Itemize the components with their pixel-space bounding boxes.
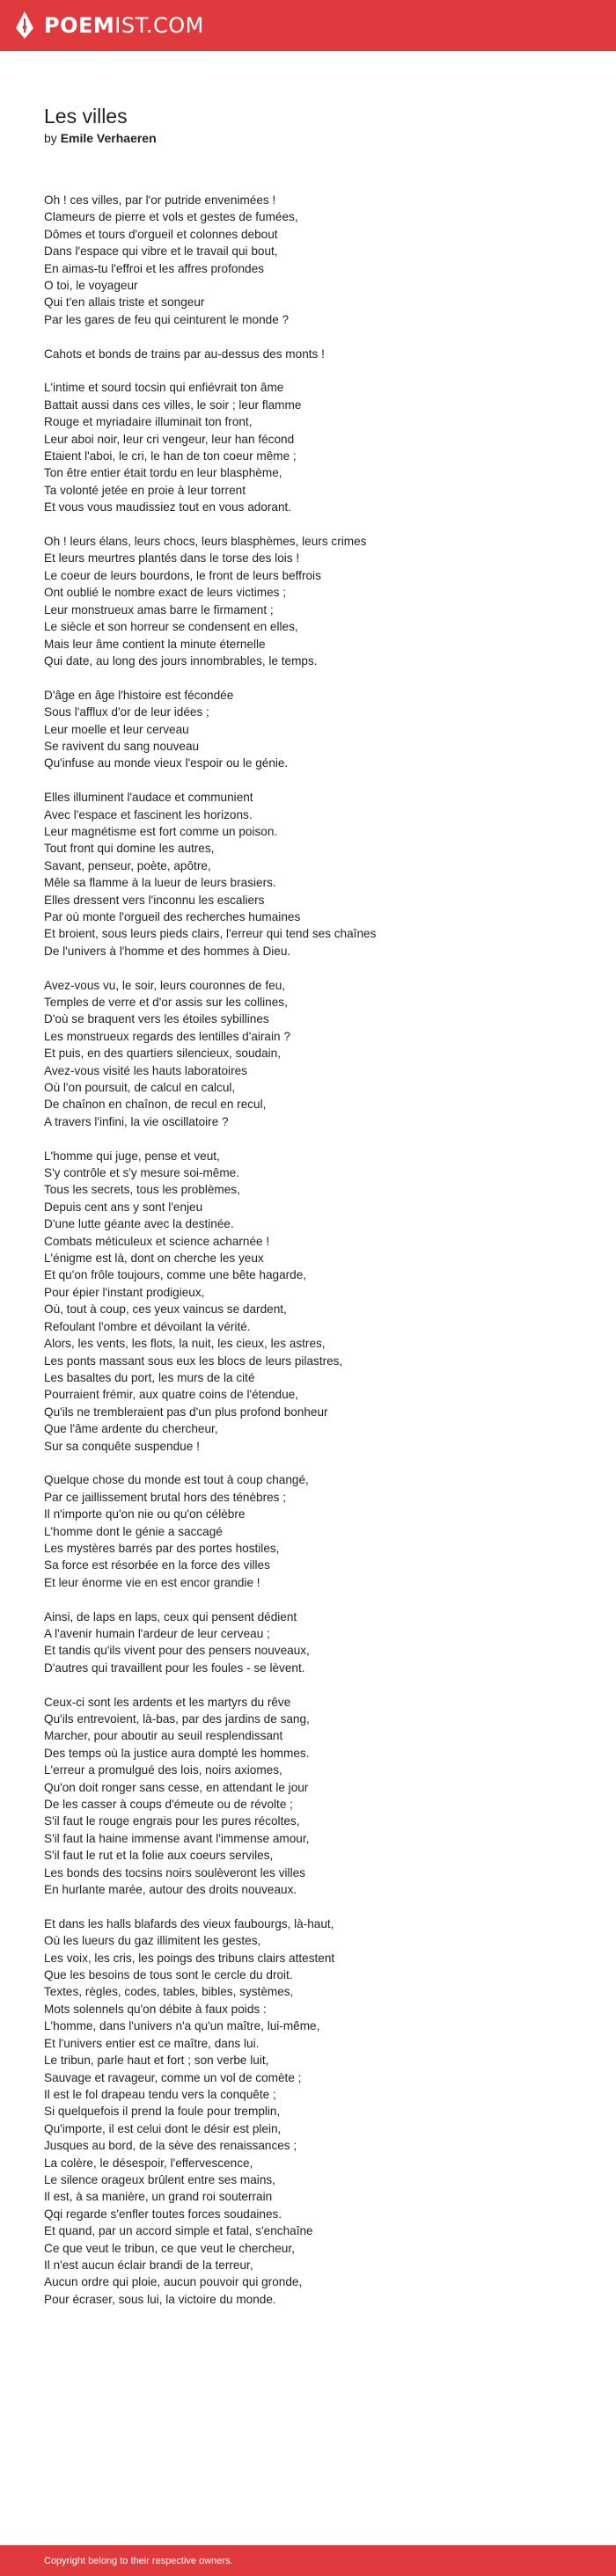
poem-line: Les ponts massant sous eux les blocs de leurs pilastres,	[44, 1354, 343, 1368]
poem-line: D'une lutte géante avec la destinée.	[44, 1217, 234, 1231]
poem-line: Pourraient frémir, aux quatre coins de l'étendue,	[44, 1388, 298, 1402]
poem-stanza	[44, 533, 598, 669]
poem-line: De l'univers à l'homme et des hommes à Dieu.	[44, 944, 291, 958]
poem-line: Leur aboi noir, leur cri vengeur, leur han fécond	[44, 432, 295, 446]
poem-line: Qu'on doit ronger sans cesse, en attendant le jour	[44, 1780, 309, 1794]
poem-line: Et puis, en des quartiers silencieux, soudain,	[44, 1047, 282, 1061]
poem-line: D'âge en âge l'histoire est fécondée	[44, 688, 234, 702]
poem-line: Se ravivent du sang nouveau	[44, 739, 200, 753]
poem-line: Où l'on poursuit, de calcul en calcul,	[44, 1081, 236, 1095]
poem-line: D'où se braquent vers les étoiles sybillines	[44, 1012, 269, 1026]
poem-line: Les mystères barrés par des portes hostiles,	[44, 1541, 280, 1555]
logo-text	[44, 15, 204, 36]
poem-stanza	[44, 977, 598, 1131]
poem-line: S'y contrôle et s'y mesure soi-même.	[44, 1166, 240, 1180]
poem-line: Pour épier l'instant prodigieux,	[44, 1285, 205, 1299]
poem-stanza	[44, 789, 598, 960]
poem-line: Textes, règles, codes, tables, bibles, systèmes,	[44, 1985, 294, 1999]
poem-line: Mêle sa flamme à la lueur de leurs brasiers.	[44, 876, 276, 890]
poem-author: Emile Verhaeren	[60, 131, 157, 145]
poem-line: Clameurs de pierre et vols et gestes de fumées,	[44, 210, 298, 224]
poem-line: Le tribun, parle haut et fort ; son verbe luit,	[44, 2054, 269, 2068]
poem-line: A l'avenir humain l'ardeur de leur cerveau ;	[44, 1626, 270, 1640]
poem-line: Dômes et tours d'orgueil et colonnes debout	[44, 227, 278, 241]
poem-line: S'il faut la haine immense avant l'immense amour,	[44, 1831, 310, 1845]
poem-line: Avec l'espace et fascinent les horizons.	[44, 807, 253, 821]
poem-line: Ta volonté jetée en proie à leur torrent	[44, 483, 246, 497]
poem-line: Que les besoins de tous sont le cercle du droit.	[44, 1968, 293, 1982]
poem-stanza	[44, 1148, 598, 1455]
poem-line: Cahots et bonds de trains par au-dessus des monts !	[44, 347, 325, 361]
poem-line: Et quand, par un accord simple et fatal, s'enchaîne	[44, 2224, 313, 2238]
poem-line: Où, tout à coup, ces yeux vaincus se dardent,	[44, 1303, 287, 1317]
poem-line: Et leur énorme vie en est encor grandie !	[44, 1575, 260, 1589]
poem-line: La colère, le désespoir, l'effervescence,	[44, 2156, 253, 2170]
poem-line: Le silence orageux brûlent entre ses mains,	[44, 2172, 275, 2186]
poem-line: Marcher, pour aboutir au seuil resplendissant	[44, 1729, 283, 1743]
poem-line: Il n'importe qu'on nie ou qu'on célèbre	[44, 1507, 246, 1522]
poem-line: L'homme qui juge, pense et veut,	[44, 1149, 220, 1163]
poem-line: Pour écraser, sous lui, la victoire du monde.	[44, 2292, 276, 2306]
poem-stanza	[44, 1916, 598, 2308]
poem-line: Avez-vous visité les hauts laboratoires	[44, 1063, 247, 1077]
poem-line: Tous les secrets, tous les problèmes,	[44, 1183, 240, 1197]
poem-line: Elles illuminent l'audace et communient	[44, 791, 253, 805]
poem-line: L'énigme est là, dont on cherche les yeux	[44, 1252, 264, 1266]
poem-line: Temples de verre et d'or assis sur les collines,	[44, 996, 288, 1009]
poem-line: Qu'infuse au monde vieux l'espoir ou le génie.	[44, 756, 289, 770]
poem-line: Leur magnétisme est fort comme un poison.	[44, 824, 278, 838]
poem-line: Combats méticuleux et science acharnée !	[44, 1234, 270, 1248]
poem-line: Par ce jaillissement brutal hors des ténèbres ;	[44, 1490, 287, 1504]
poem-line: Mais leur âme contient la minute éternelle	[44, 637, 266, 651]
poem-line: Etaient l'aboi, le cri, le han de ton coeur même ;	[44, 449, 297, 463]
poem-line: Et leurs meurtres plantés dans le torse des lois !	[44, 551, 300, 566]
poem-line: Aucun ordre qui ploie, aucun pouvoir qui gronde,	[44, 2275, 303, 2289]
site-logo[interactable]	[14, 11, 204, 40]
poem-line: Battait aussi dans ces villes, le soir ; leur flamme	[44, 398, 302, 412]
poem-line: S'il faut le rut et la folie aux coeurs serviles,	[44, 1849, 274, 1863]
site-footer	[0, 2545, 616, 2576]
poem-line: Et vous vous maudissiez tout en vous adorant.	[44, 500, 292, 514]
poem-line: Des temps où la justice aura dompté les hommes.	[44, 1746, 310, 1760]
poem-line: Qu'ils entrevoient, là-bas, par des jardins de sang,	[44, 1712, 310, 1726]
poem-line: A travers l'infini, la vie oscillatoire ?	[44, 1114, 229, 1128]
poem-line: Par les gares de feu qui ceinturent le monde ?	[44, 312, 290, 326]
poem-line: Et broient, sous leurs pieds clairs, l'erreur qui tend ses chaînes	[44, 927, 377, 941]
poem-line: Qu'importe, il est celui dont le désir est plein,	[44, 2121, 282, 2135]
poem-line: Les basaltes du port, les murs de la cité	[44, 1370, 255, 1384]
poem-line: Les monstrueux regards des lentilles d'airain ?	[44, 1029, 290, 1043]
pen-nib-icon	[14, 11, 35, 40]
poem-line: De chaînon en chaînon, de recul en recul,	[44, 1098, 267, 1112]
poem-line: D'autres qui travaillent pour les foules - se lèvent.	[44, 1660, 305, 1675]
poem-line: Le coeur de leurs bourdons, le front de leurs beffrois	[44, 568, 321, 582]
poem-line: L'homme, dans l'univers n'a qu'un maître, lui-même,	[44, 2019, 320, 2033]
poem-line: L'intime et sourd tocsin qui enfiévrait ton âme	[44, 381, 284, 395]
poem-line: Si quelquefois il prend la foule pour tremplin,	[44, 2105, 281, 2119]
poem-line: Savant, penseur, poète, apôtre,	[44, 858, 211, 872]
poem-line: De les casser à coups d'émeute ou de révolte ;	[44, 1798, 293, 1812]
poem-line: Et dans les halls blafards des vieux faubourgs, là-haut,	[44, 1916, 334, 1930]
poem-line: Rouge et myriadaire illuminait ton front,	[44, 415, 253, 429]
poem-line: Il est, à sa manière, un grand roi souterrain	[44, 2190, 273, 2204]
poem-line: Depuis cent ans y sont l'enjeu	[44, 1200, 203, 1214]
poem-stanza	[44, 1609, 598, 1677]
poem-line: Quelque chose du monde est tout à coup changé,	[44, 1473, 309, 1487]
poem-stanza	[44, 346, 598, 362]
poem-stanza	[44, 1471, 598, 1591]
poem-line: Ton être entier était tordu en leur blasphème,	[44, 466, 282, 480]
poem-line: Il est le fol drapeau tendu vers la conquête ;	[44, 2087, 276, 2101]
poem-stanza	[44, 1694, 598, 1899]
poem-line: Et qu'on frôle toujours, comme une bête hagarde,	[44, 1268, 307, 1282]
poem-title: Les villes	[44, 105, 128, 128]
poem-line: Les voix, les cris, les poings des tribuns clairs attestent	[44, 1951, 335, 1965]
poem-line: Tout front qui domine les autres,	[44, 842, 215, 856]
poem-line: S'il faut le rouge engrais pour les pures récoltes,	[44, 1814, 300, 1828]
site-header	[0, 0, 616, 51]
poem-line: Où les lueurs du gaz illimitent les gestes,	[44, 1934, 261, 1948]
poem-byline	[44, 129, 157, 147]
poem-line: Ce que veut le tribun, ce que veut le chercheur,	[44, 2241, 295, 2255]
poem-line: Oh ! ces villes, par l'or putride envenimées !	[44, 193, 276, 207]
poem-line: Il n'est aucun éclair brandi de la terreur,	[44, 2258, 253, 2272]
poem-stanza	[44, 192, 598, 328]
logo-text-light: IST.COM	[114, 13, 204, 38]
poem-line: Sous l'afflux d'or de leur idées ;	[44, 705, 209, 719]
poem-line: Avez-vous vu, le soir, leurs couronnes de feu,	[44, 978, 286, 992]
poem-line: Et l'univers entier est ce maître, dans lui.	[44, 2036, 260, 2050]
poem-line: Mots solennels qu'on débite à faux poids :	[44, 2002, 267, 2016]
poem-line: Sauvage et ravageur, comme un vol de comète ;	[44, 2070, 302, 2084]
poem-line: En hurlante marée, autour des droits nouveaux.	[44, 1883, 297, 1897]
poem-line: Que l'âme ardente du chercheur,	[44, 1422, 218, 1436]
poem-line: Refoulant l'ombre et dévoilant la vérité.	[44, 1319, 251, 1333]
poem-stanza	[44, 379, 598, 515]
poem-line: Les bonds des tocsins noirs soulèveront les villes	[44, 1865, 305, 1879]
poem-stanza	[44, 687, 598, 772]
poem-line: Qu'ils ne trembleraient pas d'un plus profond bonheur	[44, 1405, 328, 1419]
poem-line: Jusques au bord, de la sève des renaissances ;	[44, 2139, 297, 2153]
poem-line: Le siècle et son horreur se condensent en elles,	[44, 620, 298, 634]
poem-line: Leur moelle et leur cerveau	[44, 722, 189, 736]
poem-line: Alors, les vents, les flots, la nuit, les cieux, les astres,	[44, 1337, 326, 1351]
poem-line: Ceux-ci sont les ardents et les martyrs du rêve	[44, 1695, 291, 1709]
poem-line: Et tandis qu'ils vivent pour des pensers nouveaux,	[44, 1644, 310, 1658]
poem-body	[44, 192, 598, 2325]
poem-line: Ont oublié le nombre exact de leurs victimes ;	[44, 586, 287, 600]
poem-line: Elles dressent vers l'inconnu les escaliers	[44, 893, 265, 907]
poem-line: Qqi regarde s'enfler toutes forces soudaines.	[44, 2207, 282, 2221]
poem-line: L'erreur a promulgué des lois, noirs axiomes,	[44, 1763, 282, 1777]
poem-line: O toi, le voyageur	[44, 279, 138, 293]
logo-text-bold: POEM	[44, 13, 115, 38]
poem-line: Leur monstrueux amas barre le firmament ;	[44, 602, 274, 617]
poem-line: Ainsi, de laps en laps, ceux qui pensent dédient	[44, 1609, 297, 1624]
copyright-text: Copyright belong to their respective owners.	[44, 2556, 233, 2566]
poem-line: Dans l'espace qui vibre et le travail qui bout,	[44, 244, 278, 259]
poem-line: Qui t'en allais triste et songeur	[44, 296, 205, 310]
poem-line: En aimas-tu l'effroi et les affres profondes	[44, 261, 264, 275]
poem-line: Par où monte l'orgueil des recherches humaines	[44, 909, 301, 923]
poem-line: Qui date, au long des jours innombrables, le temps.	[44, 653, 318, 668]
poem-line: L'homme dont le génie a saccagé	[44, 1524, 223, 1538]
poem-line: Oh ! leurs élans, leurs chocs, leurs blasphèmes, leurs crimes	[44, 535, 367, 549]
by-label: by	[44, 131, 57, 145]
poem-line: Sur sa conquête suspendue !	[44, 1439, 200, 1453]
poem-line: Sa force est résorbée en la force des villes	[44, 1558, 270, 1573]
